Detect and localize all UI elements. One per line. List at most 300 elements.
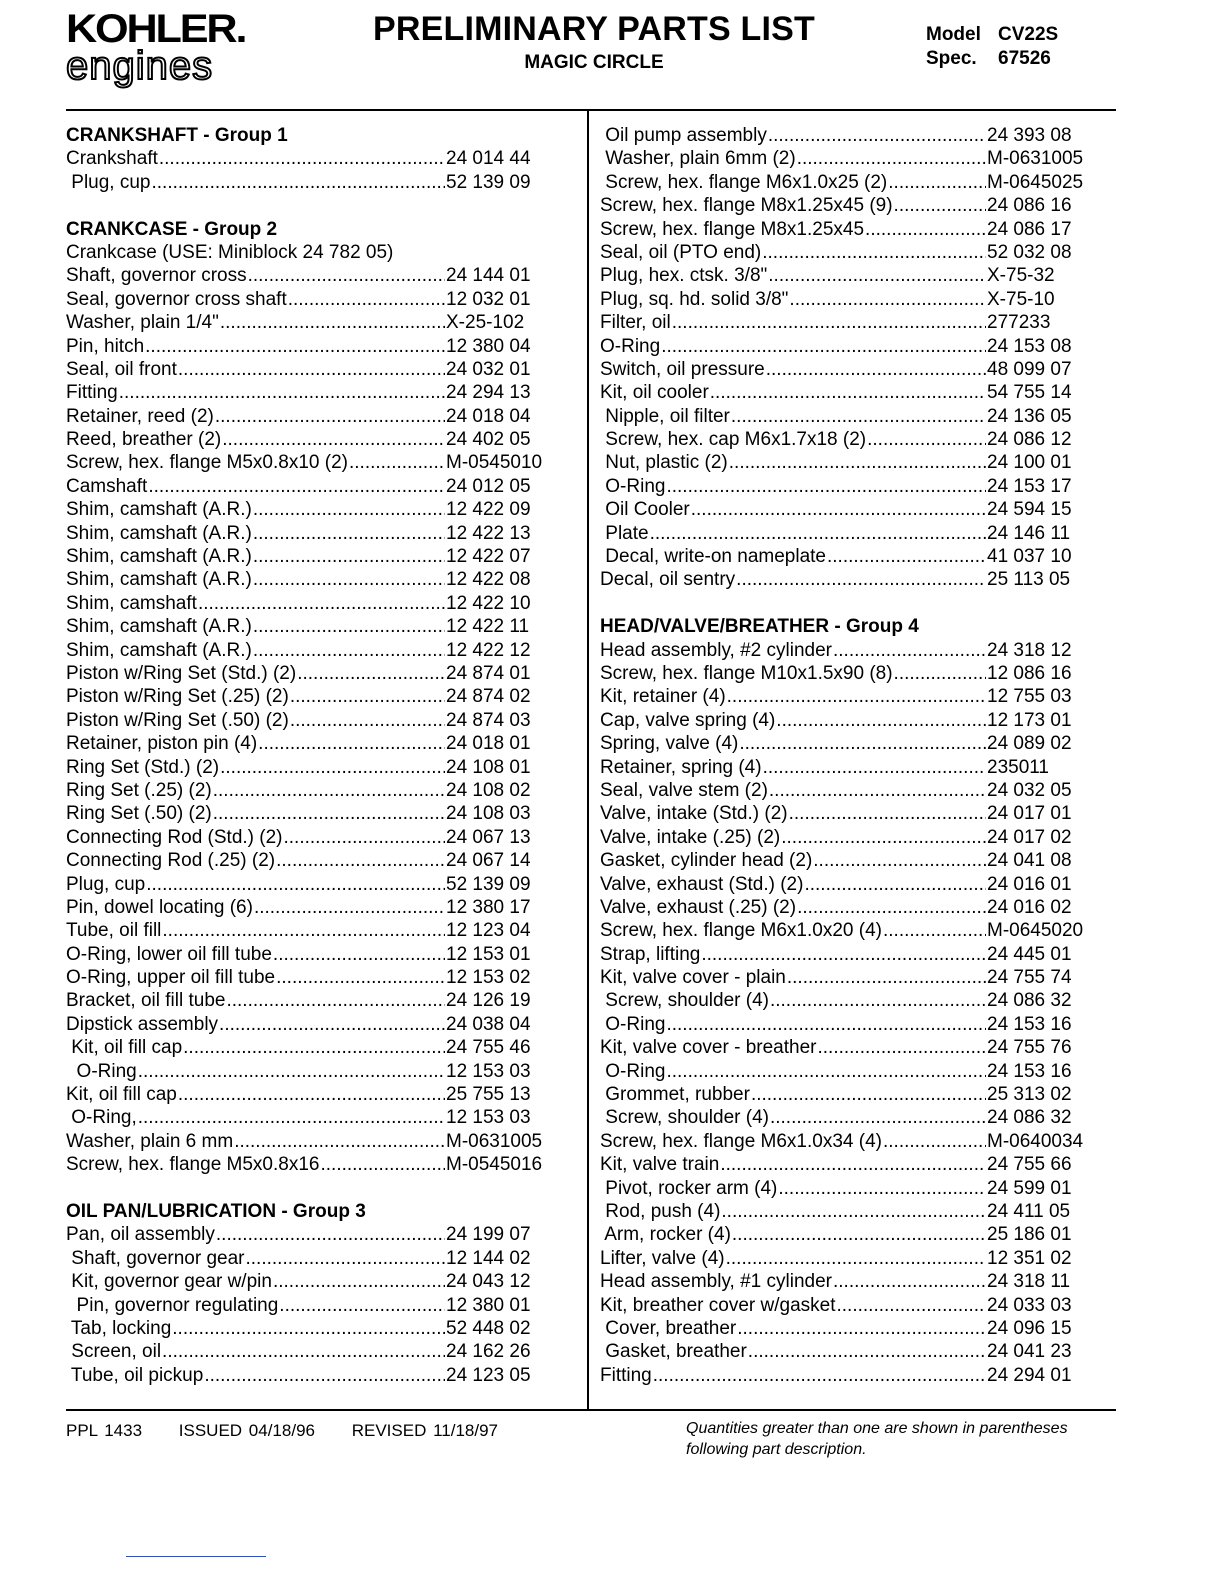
dot-leader [253, 639, 445, 662]
part-number: 24 755 66 [987, 1154, 1072, 1176]
part-number: 24 108 02 [446, 779, 531, 801]
dot-leader [701, 943, 986, 966]
part-number: 12 380 04 [446, 335, 531, 357]
part-row [600, 147, 1087, 170]
part-number: M-0545016 [446, 1154, 543, 1176]
part-number: 24 041 08 [987, 850, 1072, 872]
dot-leader [804, 873, 986, 896]
dot-leader [290, 709, 445, 732]
part-row [600, 943, 1087, 966]
kohler-logo [66, 8, 256, 86]
part-description: Ring Set (.50) (2) [66, 803, 212, 825]
part-row [66, 685, 546, 708]
part-description: Head assembly, #1 cylinder [600, 1271, 832, 1293]
dot-leader [894, 662, 986, 685]
group-heading: HEAD/VALVE/BREATHER - Group 4 [600, 616, 919, 638]
part-number: 12 380 01 [446, 1294, 531, 1316]
part-number: 12 422 09 [446, 499, 531, 521]
part-row [600, 779, 1087, 802]
part-number: 24 393 08 [987, 125, 1072, 146]
part-number: 25 113 05 [987, 569, 1071, 591]
dot-leader [220, 756, 445, 779]
dot-leader [833, 1270, 986, 1293]
part-number: 25 313 02 [987, 1084, 1072, 1106]
group-heading: OIL PAN/LUBRICATION - Group 3 [66, 1200, 366, 1222]
part-row [600, 1177, 1087, 1200]
part-row [66, 405, 546, 428]
part-row [600, 966, 1087, 989]
part-row [600, 639, 1087, 662]
part-number: 24 086 17 [987, 218, 1072, 240]
part-row [66, 943, 546, 966]
part-number: 24 144 01 [446, 265, 531, 287]
part-row [600, 1223, 1087, 1246]
part-row [600, 428, 1087, 451]
part-description: Ring Set (.25) (2) [66, 779, 212, 801]
part-number: 24 402 05 [446, 429, 531, 451]
part-row [66, 1364, 546, 1387]
dot-leader [119, 381, 445, 404]
part-number: 24 755 46 [446, 1037, 531, 1059]
dot-leader [349, 451, 445, 474]
part-description: Oil Cooler [600, 499, 690, 521]
part-description: Arm, rocker (4) [600, 1224, 731, 1246]
dot-leader [763, 756, 986, 779]
dot-leader [721, 1200, 986, 1223]
dot-leader [737, 1317, 986, 1340]
part-description: Shaft, governor cross [66, 265, 247, 287]
part-description: Screw, hex. flange M8x1.25x45 [600, 218, 865, 240]
part-row [600, 568, 1087, 591]
part-description: Tube, oil pickup [66, 1364, 204, 1386]
parts-column-right [600, 124, 1087, 1387]
part-number: 24 108 03 [446, 803, 531, 825]
part-row [66, 568, 546, 591]
part-number: 24 411 05 [987, 1200, 1071, 1222]
dot-leader [729, 451, 986, 474]
part-description: Kit, oil fill cap [66, 1037, 183, 1059]
part-row [600, 241, 1087, 264]
spec-value: 67526 [998, 48, 1051, 69]
dot-leader [276, 966, 445, 989]
part-number: 24 016 02 [987, 896, 1072, 918]
part-row [600, 732, 1087, 755]
quantity-note-line-1: Quantities greater than one are shown in parentheses [686, 1420, 1068, 1437]
part-row [66, 849, 546, 872]
part-row [600, 1060, 1087, 1083]
dot-leader [220, 311, 445, 334]
part-description: Nut, plastic (2) [600, 452, 728, 474]
part-row [66, 147, 546, 170]
part-row [66, 311, 546, 334]
part-number: 24 755 76 [987, 1037, 1072, 1059]
logo-wordmark: KOHLER. [66, 7, 246, 51]
part-number: 12 086 16 [987, 662, 1072, 684]
part-number: 24 018 04 [446, 405, 531, 427]
dot-leader [883, 1130, 986, 1153]
part-number: 24 108 01 [446, 756, 531, 778]
part-number: 24 874 02 [446, 686, 531, 708]
part-description: Cover, breather [600, 1317, 737, 1339]
part-description: Screw, shoulder (4) [600, 990, 769, 1012]
part-number: 24 016 01 [987, 873, 1072, 895]
part-row [66, 171, 546, 194]
part-row [66, 826, 546, 849]
part-number: 52 139 09 [446, 171, 531, 193]
part-number: 24 199 07 [446, 1224, 531, 1246]
part-number: 24 162 26 [446, 1341, 531, 1363]
part-number: 12 144 02 [446, 1247, 531, 1269]
part-row [66, 545, 546, 568]
part-description: Valve, intake (Std.) (2) [600, 803, 788, 825]
part-description: Piston w/Ring Set (.50) (2) [66, 709, 289, 731]
dot-leader [726, 1247, 986, 1270]
part-row [600, 1364, 1087, 1387]
part-number: 24 318 11 [987, 1271, 1071, 1293]
part-number: 24 086 12 [987, 429, 1072, 451]
part-number: 12 351 02 [987, 1247, 1072, 1269]
dot-leader [865, 218, 986, 241]
part-row [600, 171, 1087, 194]
part-description: Plate [600, 522, 649, 544]
part-description: Connecting Rod (.25) (2) [66, 850, 276, 872]
part-row [600, 194, 1087, 217]
part-number: 24 153 08 [987, 335, 1072, 357]
group-heading: CRANKCASE - Group 2 [66, 218, 278, 240]
part-row [600, 1340, 1087, 1363]
dot-leader [751, 1083, 986, 1106]
dot-leader [797, 896, 986, 919]
part-row [66, 989, 546, 1012]
part-number: 24 017 02 [987, 826, 1072, 848]
part-row [600, 1294, 1087, 1317]
part-number: M-0631005 [987, 148, 1084, 170]
part-number: 24 755 74 [987, 967, 1072, 989]
dot-leader [666, 475, 986, 498]
part-number: 12 153 03 [446, 1060, 531, 1082]
part-description: Washer, plain 6mm (2) [600, 148, 796, 170]
part-number: 12 153 01 [446, 943, 531, 965]
part-number: 52 032 08 [987, 241, 1072, 263]
part-row [600, 522, 1087, 545]
part-number: 12 422 08 [446, 569, 531, 591]
part-number: 24 086 16 [987, 195, 1072, 217]
part-description: Lifter, valve (4) [600, 1247, 725, 1269]
part-row [66, 335, 546, 358]
part-description: Cap, valve spring (4) [600, 709, 776, 731]
part-row [600, 756, 1087, 779]
part-row [600, 264, 1087, 287]
part-description: Spring, valve (4) [600, 733, 739, 755]
dot-leader [145, 335, 445, 358]
part-description: Ring Set (Std.) (2) [66, 756, 220, 778]
part-row [600, 475, 1087, 498]
part-row [600, 919, 1087, 942]
document-footer [66, 1421, 528, 1441]
part-description: Grommet, rubber [600, 1084, 750, 1106]
part-description: Shim, camshaft (A.R.) [66, 546, 252, 568]
part-row [66, 1153, 546, 1176]
dot-leader [290, 685, 445, 708]
issued-date: ISSUED 04/18/96 [178, 1421, 315, 1440]
part-description: Kit, oil cooler [600, 382, 709, 404]
part-row [600, 802, 1087, 825]
part-note: Crankcase (USE: Miniblock 24 782 05) [66, 241, 394, 263]
part-description: Plug, cup [66, 171, 151, 193]
dot-leader [837, 1294, 987, 1317]
part-row [600, 1200, 1087, 1223]
part-description: Retainer, spring (4) [600, 756, 762, 778]
dot-leader [732, 1223, 986, 1246]
dot-leader [736, 568, 986, 591]
part-number: 24 294 01 [987, 1364, 1072, 1386]
dot-leader [273, 1270, 445, 1293]
part-description: Gasket, cylinder head (2) [600, 850, 813, 872]
part-row [66, 639, 546, 662]
dot-leader [284, 826, 446, 849]
part-row [66, 615, 546, 638]
part-description: Decal, oil sentry [600, 569, 736, 591]
part-description: O-Ring [600, 1060, 666, 1082]
part-number: 277233 [987, 312, 1051, 334]
dot-leader [666, 1060, 986, 1083]
part-number: 24 067 13 [446, 826, 531, 848]
spec-line [926, 48, 1051, 70]
dot-leader [178, 358, 445, 381]
part-description: Reed, breather (2) [66, 429, 222, 451]
part-row [66, 919, 546, 942]
part-description: Seal, oil (PTO end) [600, 241, 762, 263]
part-description: Kit, breather cover w/gasket [600, 1294, 836, 1316]
part-description: Shim, camshaft (A.R.) [66, 616, 252, 638]
part-row [66, 1013, 546, 1036]
part-description: Tube, oil fill [66, 920, 162, 942]
part-description: Switch, oil pressure [600, 358, 765, 380]
part-description: Nipple, oil filter [600, 405, 730, 427]
spec-label: Spec. [926, 48, 977, 69]
dot-leader [162, 1340, 445, 1363]
part-description: O-Ring [66, 1060, 137, 1082]
part-description: Kit, governor gear w/pin [66, 1271, 272, 1293]
part-number: M-0545010 [446, 452, 543, 474]
part-row [66, 662, 546, 685]
part-row [600, 218, 1087, 241]
dot-leader [273, 943, 445, 966]
part-description: Shim, camshaft (A.R.) [66, 569, 252, 591]
part-description: Screen, oil [66, 1341, 162, 1363]
dot-leader [178, 1083, 445, 1106]
dot-leader [279, 1294, 445, 1317]
part-row [66, 522, 546, 545]
blue-underline [126, 1556, 266, 1557]
part-number: 24 032 01 [446, 358, 531, 380]
dot-leader [888, 171, 986, 194]
part-number: 12 422 11 [446, 616, 530, 638]
part-number: 24 136 05 [987, 405, 1072, 427]
part-description: Pin, hitch [66, 335, 145, 357]
dot-leader [827, 545, 986, 568]
dot-leader [216, 1223, 445, 1246]
part-number: 24 599 01 [987, 1177, 1072, 1199]
part-row [66, 873, 546, 896]
part-row [600, 288, 1087, 311]
dot-leader [213, 779, 445, 802]
ppl-number: PPL 1433 [66, 1421, 143, 1440]
part-description: Screw, hex. flange M10x1.5x90 (8) [600, 662, 893, 684]
part-description: Plug, cup [66, 873, 146, 895]
dot-leader [253, 568, 445, 591]
dot-leader [787, 966, 986, 989]
part-row [600, 335, 1087, 358]
dot-leader [666, 1013, 986, 1036]
part-number: 24 041 23 [987, 1341, 1072, 1363]
part-row [66, 1130, 546, 1153]
part-row [66, 1317, 546, 1340]
part-row [600, 498, 1087, 521]
part-row [600, 849, 1087, 872]
part-number: 12 123 04 [446, 920, 531, 942]
part-row [66, 1294, 546, 1317]
part-number: 24 012 05 [446, 475, 531, 497]
part-number: X-75-10 [987, 288, 1055, 310]
part-description: Piston w/Ring Set (.25) (2) [66, 686, 289, 708]
part-row [600, 545, 1087, 568]
part-description: Kit, oil fill cap [66, 1084, 177, 1106]
part-number: 24 043 12 [446, 1271, 531, 1293]
page-subtitle: MAGIC CIRCLE [524, 52, 664, 73]
part-number: 24 067 14 [446, 850, 531, 872]
dot-leader [183, 1036, 445, 1059]
part-description: Shim, camshaft [66, 592, 197, 614]
part-row [600, 685, 1087, 708]
part-description: Screw, hex. flange M6x1.0x20 (4) [600, 920, 882, 942]
part-row [600, 896, 1087, 919]
part-description: Shaft, governor gear [66, 1247, 245, 1269]
part-row [600, 1130, 1087, 1153]
part-description: Fitting [600, 1364, 652, 1386]
part-number: 24 038 04 [446, 1013, 531, 1035]
dot-leader [661, 335, 986, 358]
part-row [66, 756, 546, 779]
part-description: Kit, valve cover - plain [600, 967, 786, 989]
part-description: Screw, shoulder (4) [600, 1107, 769, 1129]
part-description: Connecting Rod (Std.) (2) [66, 826, 283, 848]
part-description: Seal, oil front [66, 358, 177, 380]
dot-leader [138, 1060, 445, 1083]
part-number: 24 089 02 [987, 733, 1072, 755]
part-number: 12 153 02 [446, 967, 531, 989]
dot-leader [159, 147, 445, 170]
part-number: 24 153 17 [987, 475, 1072, 497]
part-row [66, 1060, 546, 1083]
part-description: Valve, exhaust (Std.) (2) [600, 873, 804, 895]
part-number: 12 380 17 [446, 896, 531, 918]
part-description: O-Ring, [66, 1107, 137, 1129]
part-number: 12 173 01 [987, 709, 1072, 731]
column-divider [587, 111, 589, 1411]
part-number: 24 017 01 [987, 803, 1072, 825]
part-row [66, 498, 546, 521]
dot-leader [198, 592, 445, 615]
part-description: Gasket, breather [600, 1341, 747, 1363]
dot-leader [691, 498, 986, 521]
bottom-divider [66, 1409, 1116, 1411]
dot-leader [172, 1317, 445, 1340]
part-description: Oil pump assembly [600, 125, 767, 146]
part-row [600, 1270, 1087, 1293]
part-number: 48 099 07 [987, 358, 1072, 380]
dot-leader [789, 288, 986, 311]
dot-leader [146, 873, 445, 896]
part-row [600, 1036, 1087, 1059]
part-number: 12 422 13 [446, 522, 531, 544]
part-row [600, 1106, 1087, 1129]
part-row [66, 381, 546, 404]
part-row [600, 662, 1087, 685]
part-description: Seal, valve stem (2) [600, 779, 768, 801]
dot-leader [297, 662, 445, 685]
part-row [66, 1270, 546, 1293]
revised-date: REVISED 11/18/97 [351, 1421, 498, 1440]
model-value: CV22S [998, 24, 1059, 45]
part-number: 25 186 01 [987, 1224, 1072, 1246]
part-number: M-0645025 [987, 171, 1084, 193]
part-number: 24 594 15 [987, 499, 1072, 521]
dot-leader [672, 311, 986, 334]
part-row [66, 779, 546, 802]
dot-leader [731, 405, 986, 428]
dot-leader [253, 615, 445, 638]
dot-leader [650, 522, 986, 545]
dot-leader [770, 989, 986, 1012]
dot-leader [253, 498, 445, 521]
part-row [600, 873, 1087, 896]
part-description: Pivot, rocker arm (4) [600, 1177, 778, 1199]
dot-leader [867, 428, 986, 451]
dot-leader [769, 779, 986, 802]
part-description: Pin, dowel locating (6) [66, 896, 253, 918]
dot-leader [776, 709, 986, 732]
dot-leader [817, 1036, 986, 1059]
logo-engines-text: engines [66, 44, 214, 88]
part-number: 12 032 01 [446, 288, 531, 310]
part-description: Kit, retainer (4) [600, 686, 726, 708]
group-heading: CRANKSHAFT - Group 1 [66, 125, 288, 146]
dot-leader [254, 896, 445, 919]
part-description: Rod, push (4) [600, 1200, 721, 1222]
part-row [600, 311, 1087, 334]
dot-leader [762, 241, 986, 264]
part-description: Kit, valve train [600, 1154, 720, 1176]
part-number: 24 126 19 [446, 990, 531, 1012]
part-number: 235011 [987, 756, 1049, 778]
part-description: O-Ring [600, 1013, 666, 1035]
dot-leader [248, 264, 445, 287]
part-description: Washer, plain 6 mm [66, 1130, 234, 1152]
dot-leader [276, 849, 445, 872]
part-number: 12 422 10 [446, 592, 531, 614]
part-description: Shim, camshaft (A.R.) [66, 639, 252, 661]
dot-leader [778, 1177, 986, 1200]
part-number: 24 153 16 [987, 1060, 1072, 1082]
part-row [600, 1083, 1087, 1106]
dot-leader [234, 1130, 445, 1153]
part-number: 24 086 32 [987, 1107, 1072, 1129]
part-description: Washer, plain 1/4" [66, 312, 219, 334]
part-row [600, 451, 1087, 474]
part-description: Pin, governor regulating [66, 1294, 279, 1316]
page-title: PRELIMINARY PARTS LIST [372, 10, 816, 48]
